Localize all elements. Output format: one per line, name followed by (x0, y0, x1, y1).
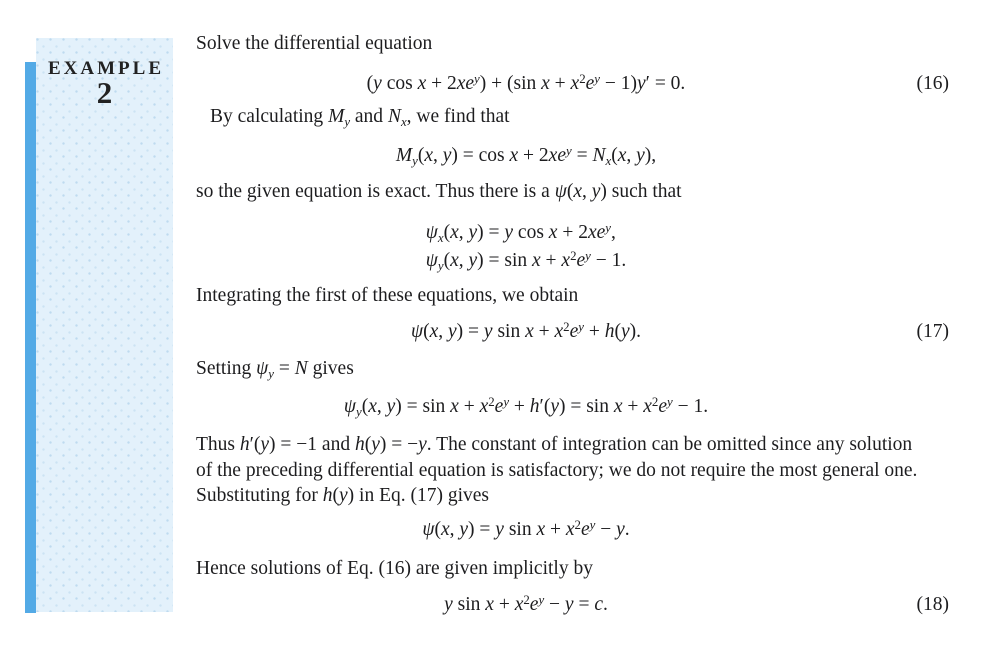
equation-my-nx: $M_y(x$, $y) = \cos x + 2xe^y = N_x(x$, y), (395, 143, 657, 168)
paragraph-thus-line-3: Substituting for h(y) in Eq. (17) gives (196, 485, 490, 507)
equation-psi-system (196, 219, 856, 275)
equation-psi-y-setting-row (196, 395, 949, 419)
equation-18-row (196, 593, 949, 617)
paragraph-setting: Setting $\psi_y = N$ gives (196, 358, 354, 381)
equation-16-number: (16) (916, 73, 949, 94)
paragraph-calculating: By calculating $M_y$ and $N_x$, we find that (210, 106, 510, 129)
equation-16: (y $\cos x + 2xe^y) + (\sin$ $x + x^2e^y - 1)y' = 0$. (366, 71, 686, 94)
paragraph-exact: so the given equation is exact. Thus there is a ψ(x, y) such that (196, 181, 682, 202)
equation-psi-final-row (196, 518, 949, 542)
example-box (36, 38, 173, 612)
paragraph-thus-line-2: of the preceding differential equation is satisfactory; we do not require the most general one. (196, 459, 918, 481)
equation-psi-final: ψ(x, y) = y $\sin x + x^2e^y - y$. (422, 517, 630, 540)
equation-psi-system-inner (426, 219, 627, 275)
paragraph-integrating: Integrating the first of these equations, we obtain (196, 285, 579, 306)
equation-psi-y-setting: $\psi_y(x$, $y) = \sin x + x^2e^y + h'(y) = \sin x + x^2e^y - 1$. (343, 394, 709, 419)
equation-18: y $\sin x + x^2e^y - y = c$. (444, 592, 608, 615)
equation-17: ψ(x, y) = y $\sin x + x^2e^y + h(y)$. (410, 319, 641, 342)
equation-my-nx-row (196, 144, 949, 168)
intro-line: Solve the differential equation (196, 33, 433, 54)
equation-18-number: (18) (916, 594, 949, 615)
example-label: EXAMPLE (48, 58, 164, 79)
equation-17-number: (17) (916, 321, 949, 342)
paragraph-thus-line-1: Thus h′(y) = −1 and h(y) = −y. The constant of integration can be omitted since any solution (196, 434, 913, 455)
example-accent-bar (25, 62, 36, 613)
equation-psi-y: $\psi_y(x$, $y) = \sin x + x^2e^y - 1$. (425, 248, 627, 273)
paragraph-hence: Hence solutions of Eq. (16) are given implicitly by (196, 558, 593, 579)
equation-psi-x: $\psi_x(x$, y) = y $\cos x + 2xe^y$, (425, 220, 616, 245)
paragraph-thus (196, 432, 917, 509)
equation-16-row (196, 72, 949, 96)
example-number: 2 (96, 75, 113, 110)
equation-17-row (196, 320, 949, 344)
